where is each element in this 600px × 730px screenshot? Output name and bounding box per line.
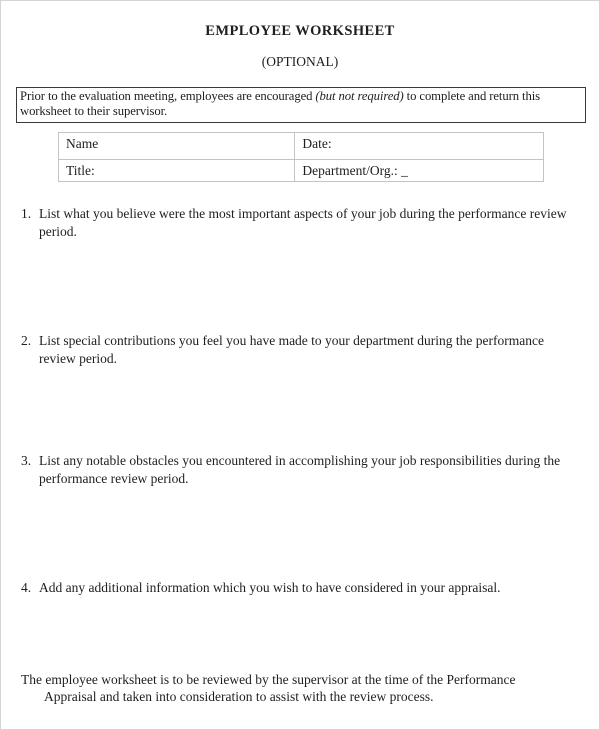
question-number: 3.	[21, 453, 32, 468]
notice-text-post: to complete and return this worksheet to their supervisor.	[20, 89, 540, 118]
question-number: 1.	[21, 206, 32, 221]
question-text: List any notable obstacles you encountered in accomplishing your job responsibilities during the performance review period.	[39, 453, 561, 486]
question-text: Add any additional information which you wish to have considered in your appraisal.	[39, 580, 501, 595]
footer-note: The employee worksheet is to be reviewed by the supervisor at the time of the Performance Appraisal and taken into consideration to assist with the review process.	[21, 672, 516, 704]
question-number: 2.	[21, 333, 32, 348]
table-row-title-department	[59, 160, 544, 182]
notice-box	[16, 87, 586, 123]
title-field-cell: Title:	[59, 160, 295, 182]
question-item-4	[21, 579, 568, 597]
question-number: 4.	[21, 580, 32, 595]
question-item-2	[21, 332, 568, 367]
date-field-cell: Date:	[295, 133, 544, 160]
department-field-cell: Department/Org.: _	[295, 160, 544, 182]
question-item-3	[21, 452, 568, 487]
question-item-1	[21, 205, 568, 240]
question-text: List special contributions you feel you have made to your department during the performance review period.	[39, 333, 544, 366]
document-subtitle: (OPTIONAL)	[261, 54, 339, 69]
employee-info-table	[58, 132, 544, 182]
table-row-name-date	[59, 133, 544, 160]
notice-text-italic: (but not required)	[315, 89, 404, 103]
name-field-cell: Name	[59, 133, 295, 160]
question-text: List what you believe were the most important aspects of your job during the performance review period.	[39, 206, 567, 239]
notice-text-pre: Prior to the evaluation meeting, employees are encouraged	[20, 89, 316, 103]
document-title: EMPLOYEE WORKSHEET	[205, 23, 395, 39]
